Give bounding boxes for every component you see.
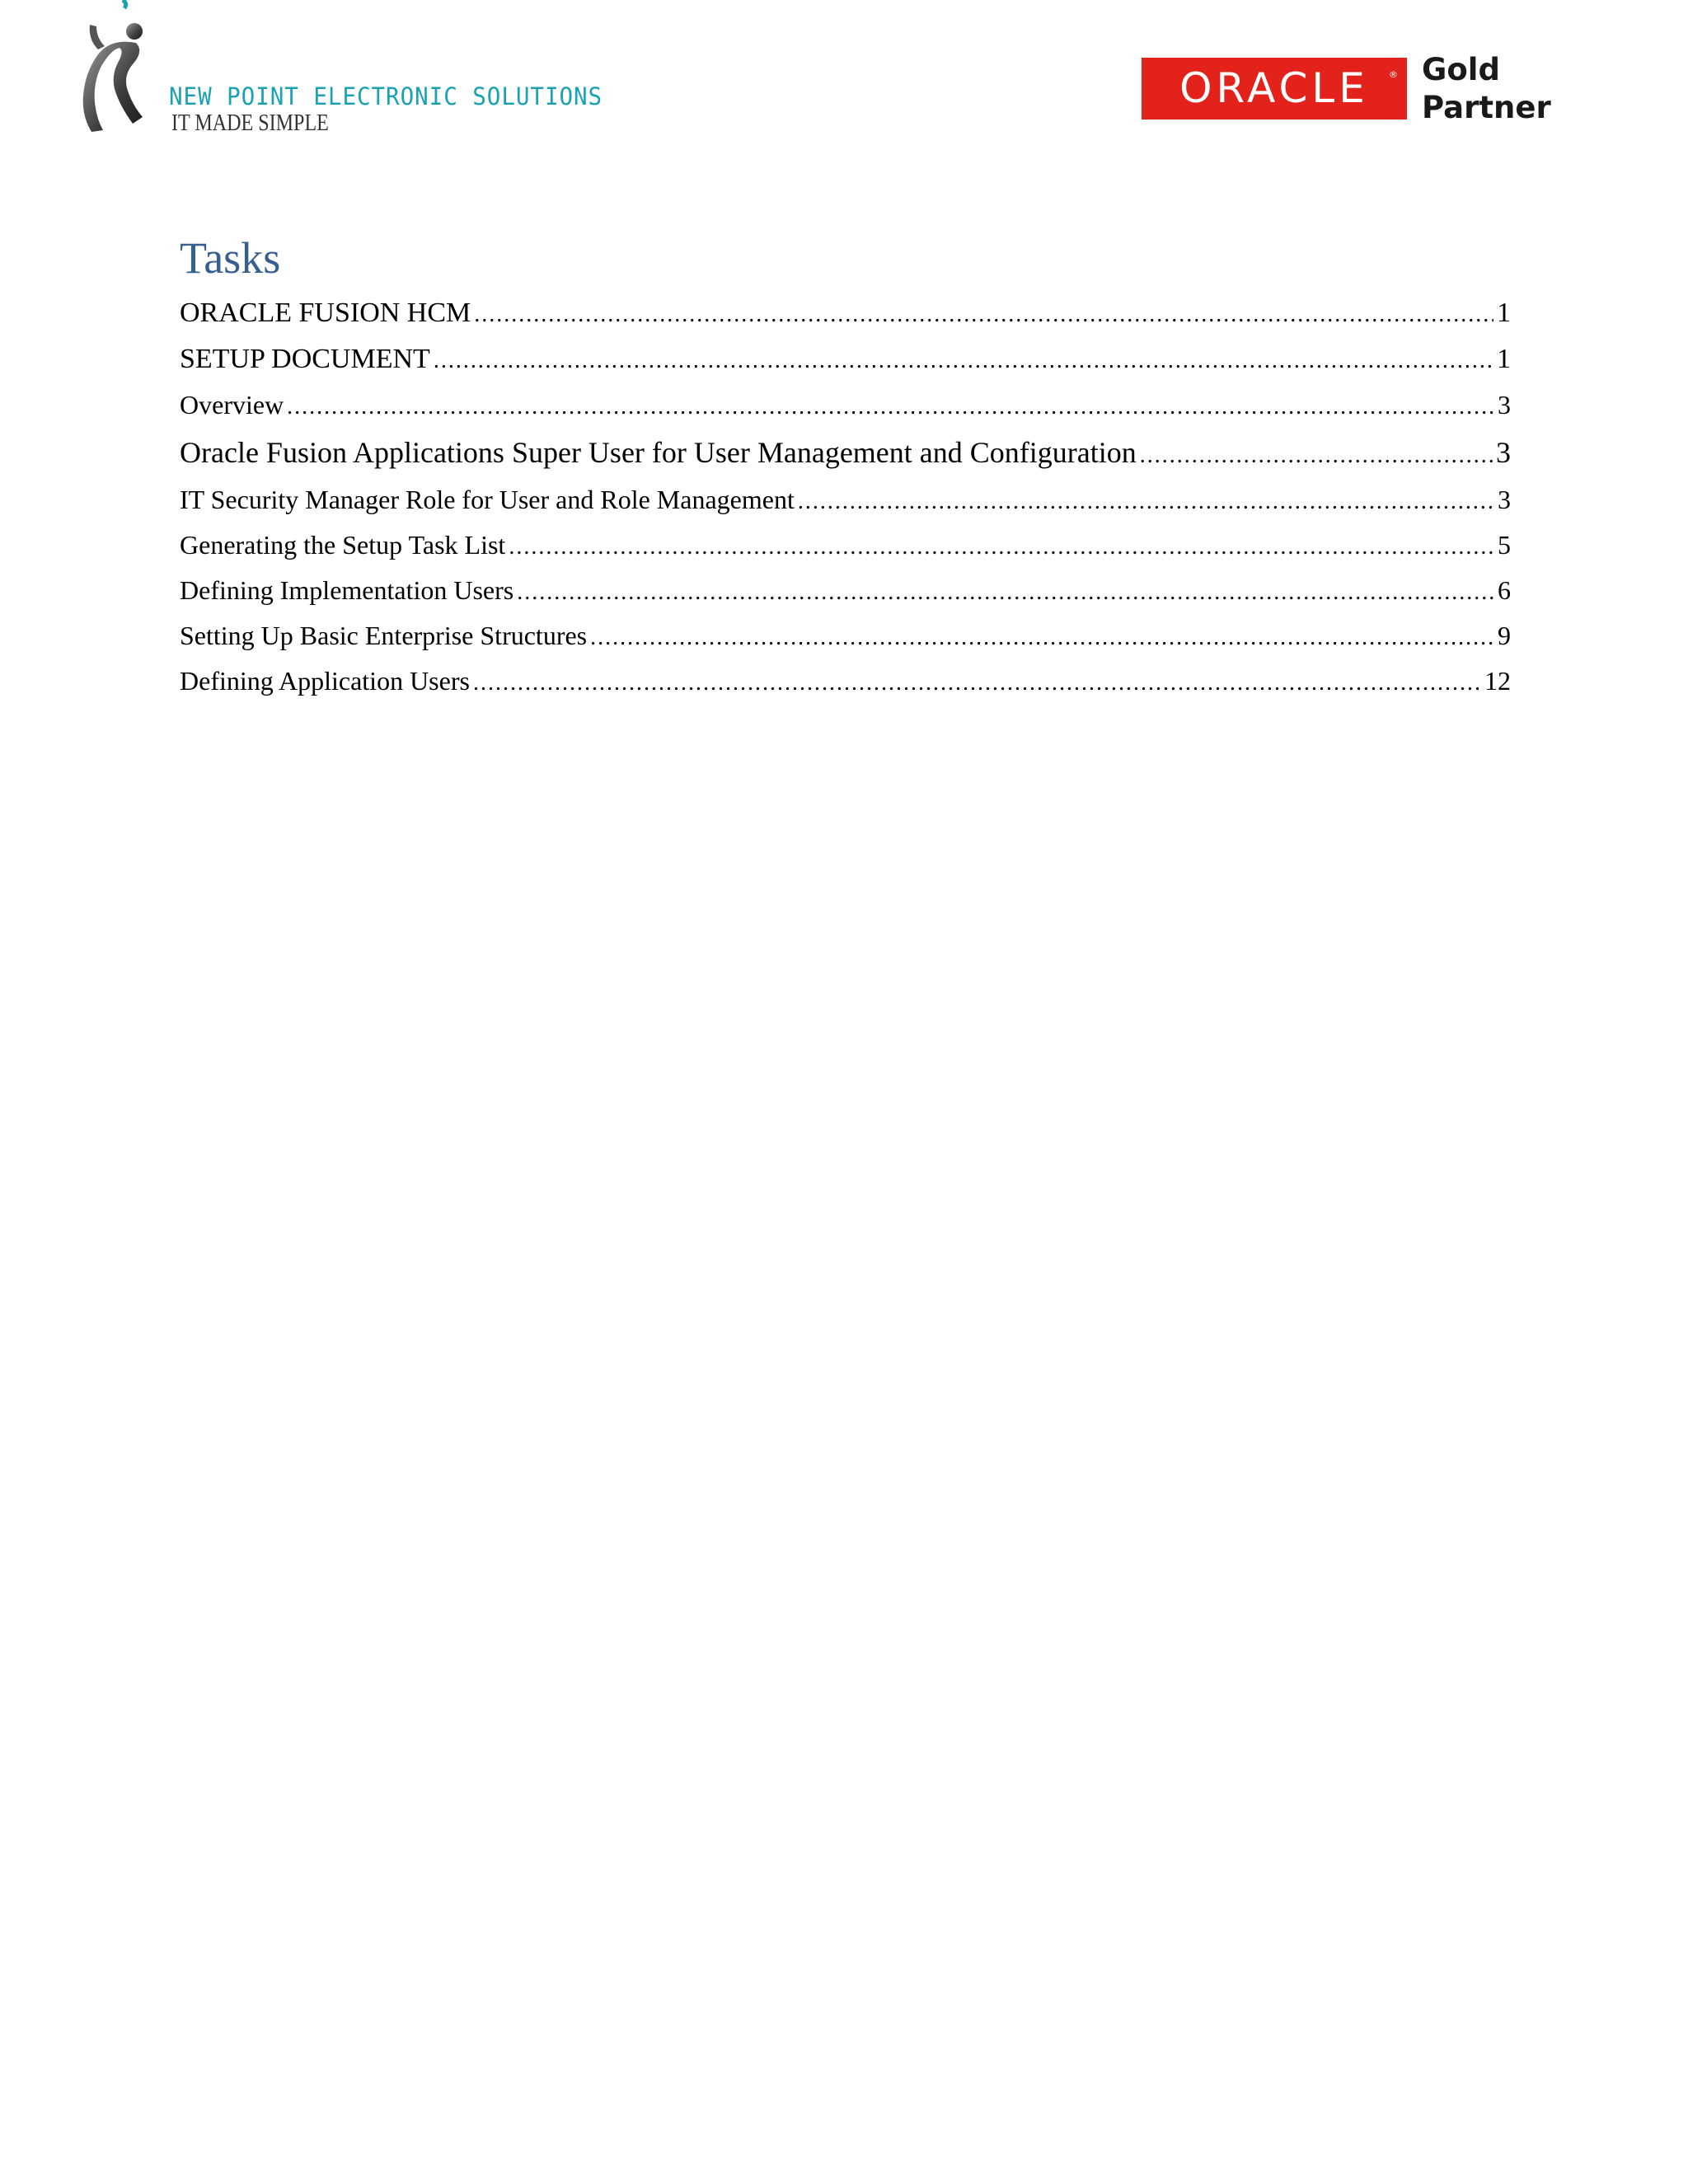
toc-entry-page: 12 [1484, 666, 1511, 696]
toc-entry-label: ORACLE FUSION HCM [180, 298, 471, 328]
dot-leader [473, 660, 1481, 705]
toc-entry-label: SETUP DOCUMENT [180, 344, 430, 374]
toc-entry-label: Setting Up Basic Enterprise Structures [180, 621, 588, 650]
oracle-logo-box [1142, 58, 1407, 120]
registered-mark-icon: ® [1389, 69, 1398, 80]
toc-entry[interactable] [180, 568, 1511, 613]
toc-entry-label: Oracle Fusion Applications Super User for User Management and Configuration [180, 436, 1137, 469]
toc-entry-label: Generating the Setup Task List [180, 530, 506, 560]
toc-entry[interactable] [180, 336, 1511, 382]
toc-entry-label: IT Security Manager Role for User and Role Management [180, 485, 795, 514]
toc-entry[interactable] [180, 382, 1511, 428]
toc-entry-page: 3 [1496, 436, 1511, 469]
toc-entry-label: Overview [180, 390, 284, 419]
company-logo [78, 0, 603, 144]
toc-entry-page: 3 [1498, 485, 1511, 514]
toc-entry-page: 1 [1497, 298, 1511, 328]
company-tagline: IT MADE SIMPLE [171, 110, 329, 136]
partner-level: Gold [1422, 52, 1500, 87]
toc-entry[interactable] [180, 613, 1511, 658]
toc-entry-page: 6 [1498, 575, 1511, 605]
dot-leader [434, 338, 1493, 384]
table-of-contents [180, 232, 1511, 704]
toc-entry-label: Defining Implementation Users [180, 575, 514, 605]
company-figure-icon [78, 0, 152, 140]
toc-entry[interactable] [180, 477, 1511, 523]
company-name: NEW POINT ELECTRONIC SOLUTIONS [169, 82, 603, 110]
toc-entry-page: 9 [1498, 621, 1511, 650]
dot-leader [590, 615, 1494, 660]
partner-word: Partner [1422, 90, 1551, 125]
dot-leader [1140, 431, 1493, 480]
dot-leader [517, 569, 1494, 615]
toc-entry[interactable] [180, 428, 1511, 477]
toc-entry[interactable] [180, 290, 1511, 336]
dot-leader [474, 292, 1493, 338]
dot-leader [287, 384, 1494, 429]
oracle-partner-logo [1142, 52, 1551, 130]
dot-leader [509, 524, 1494, 569]
toc-entry-label: Defining Application Users [180, 666, 470, 696]
toc-entry-page: 5 [1498, 530, 1511, 560]
toc-entry[interactable] [180, 658, 1511, 704]
toc-entry-page: 1 [1497, 344, 1511, 374]
oracle-wordmark: ORACLE [1179, 64, 1369, 112]
toc-entry-page: 3 [1498, 390, 1511, 419]
dot-leader [798, 479, 1494, 524]
toc-title: Tasks [180, 233, 281, 283]
page-header [0, 0, 1688, 148]
toc-entry[interactable] [180, 523, 1511, 568]
